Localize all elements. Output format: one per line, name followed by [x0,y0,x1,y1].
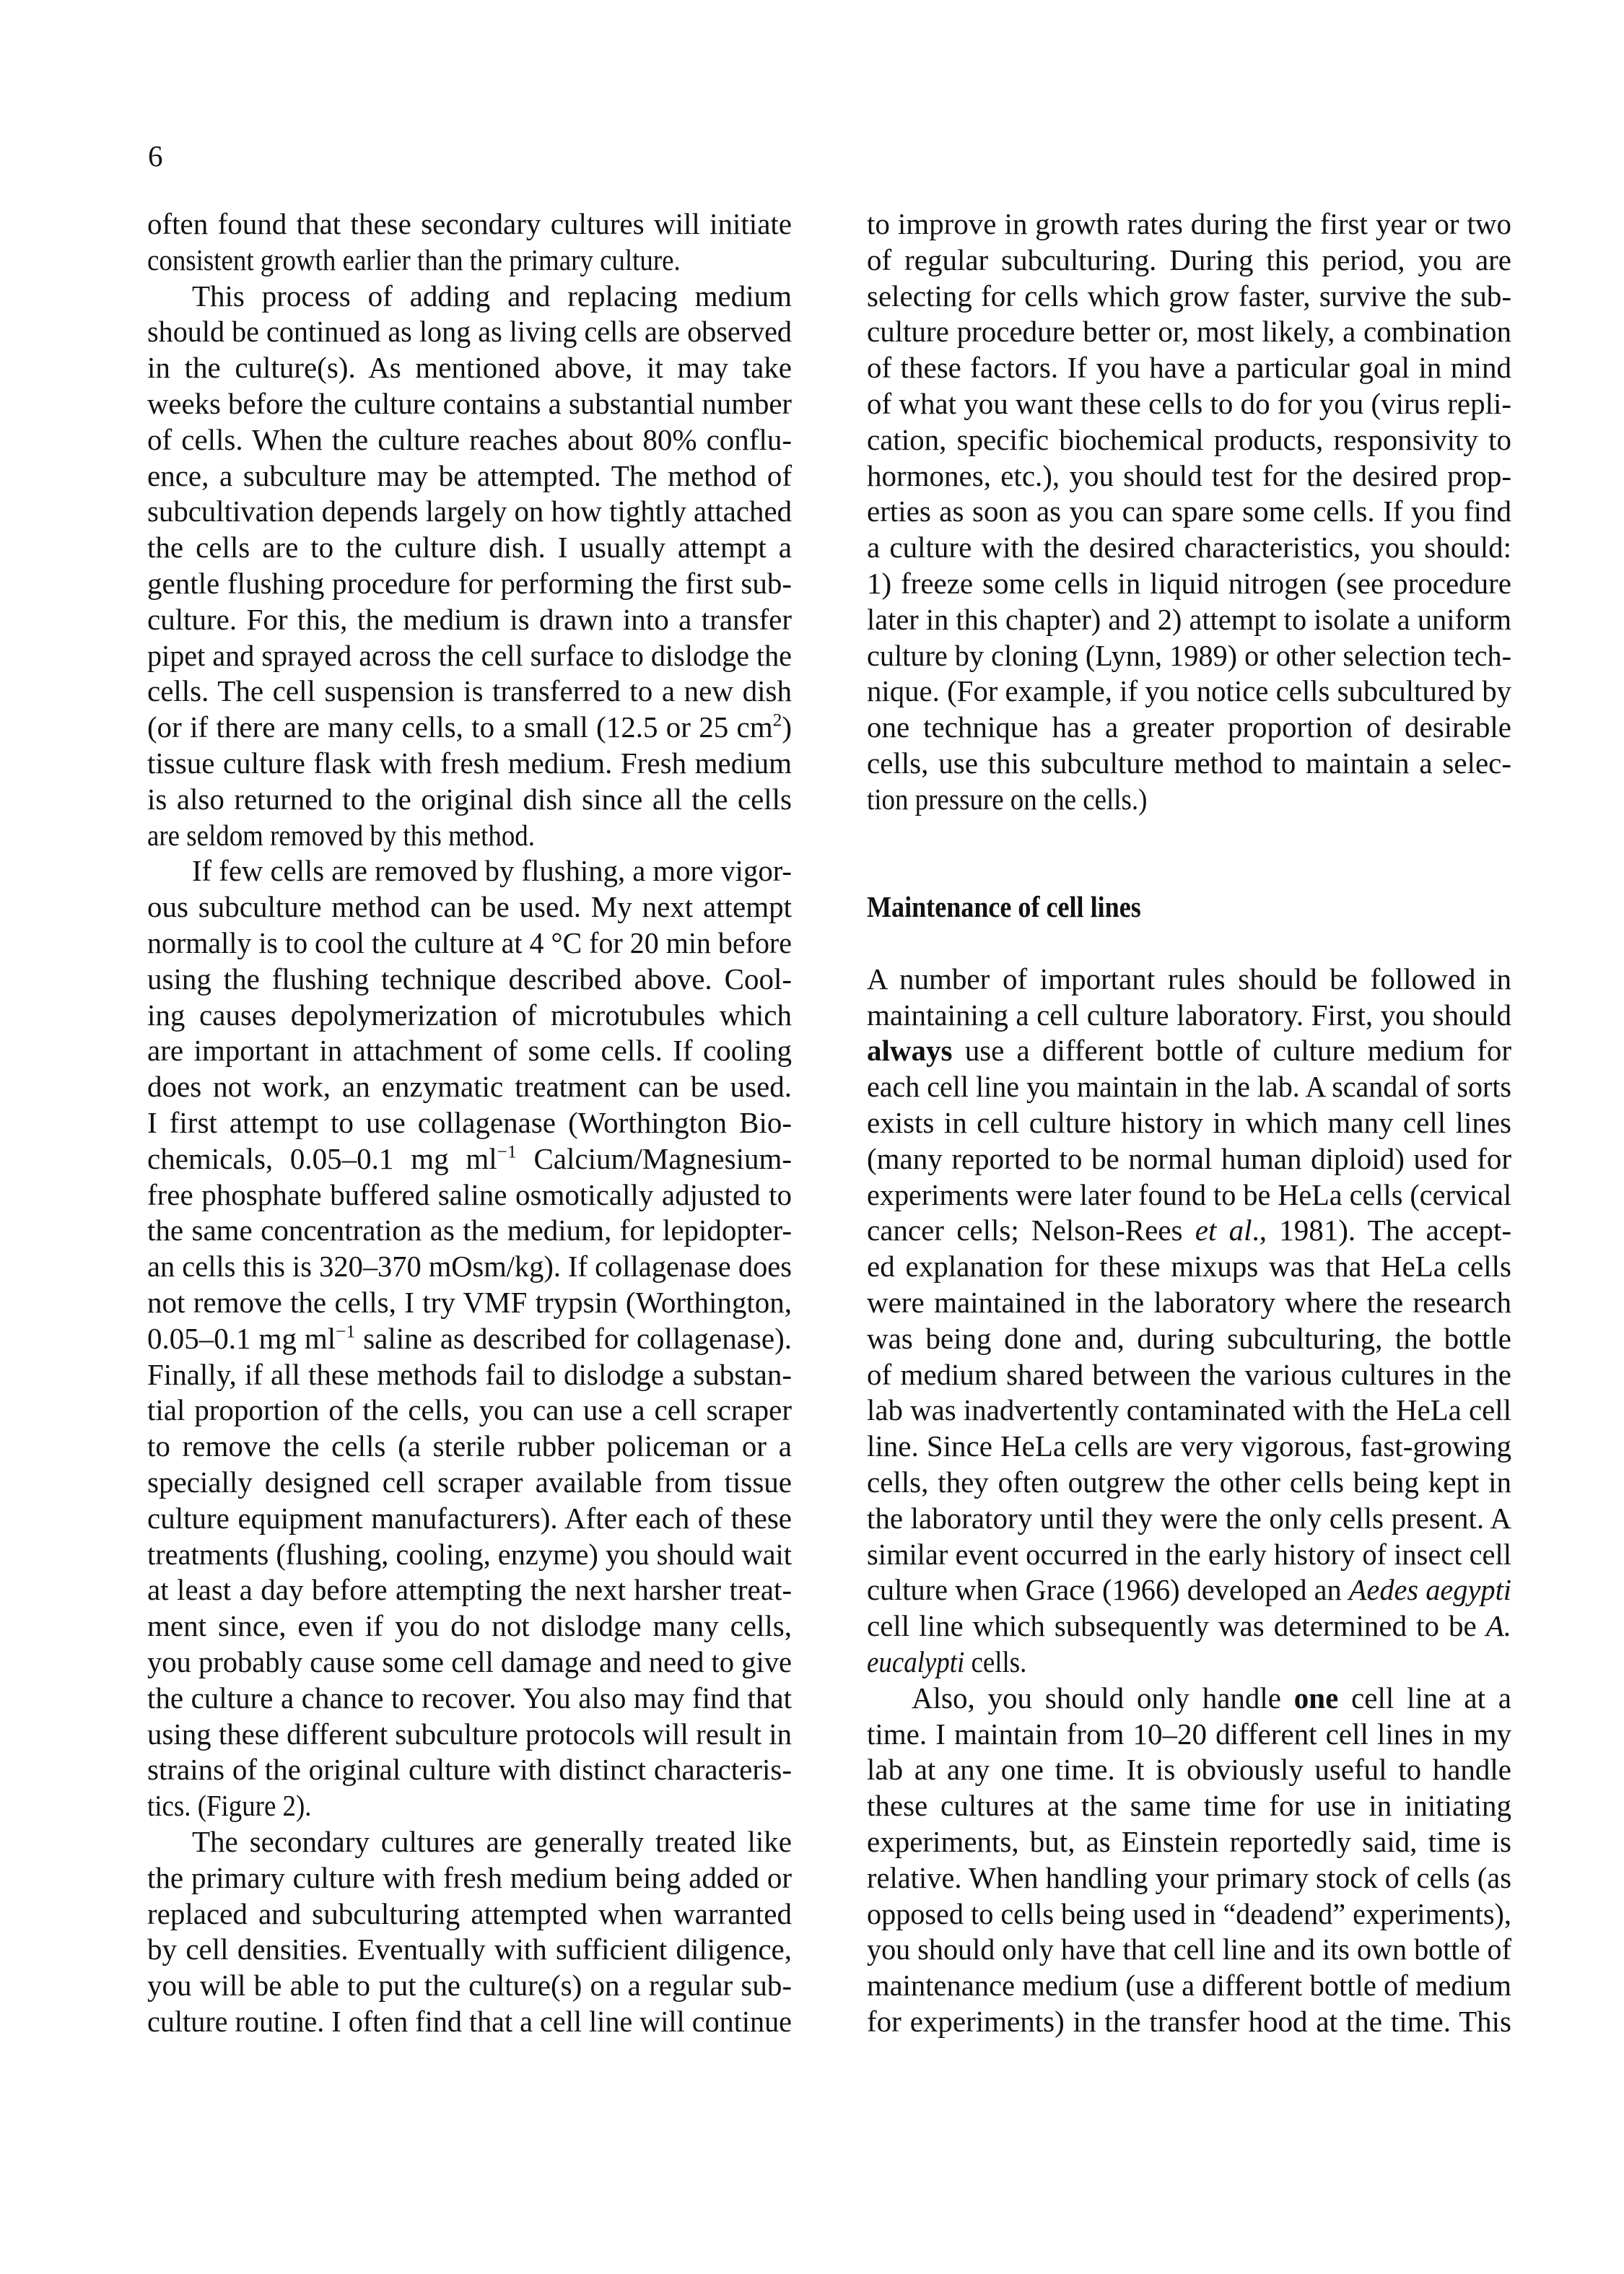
text-run: these cultures at the same time for use in initiating [867,1789,1511,1823]
text-line [867,673,1511,709]
superscript: −1 [497,1141,517,1162]
text-line [867,1428,1511,1464]
text-run: pipet and sprayed across the cell surface to dislodge the [147,638,792,672]
text-line [147,1644,792,1680]
text-run: gentle flushing procedure for performing the first sub- [147,567,792,600]
text-run: in the culture(s). As mentioned above, it may take [147,351,792,385]
text-line [867,313,1511,349]
text-line [867,2003,1511,2039]
text-run: not remove the cells, I try VMF trypsin (Worthington, [147,1286,792,1319]
text-line [867,1105,1511,1141]
bold-text: always [867,1034,953,1068]
text-line [867,709,1511,745]
text-run: the laboratory until they were the only cells present. A [867,1501,1511,1535]
text-line [147,817,792,853]
text-line [147,781,792,817]
text-line [867,493,1511,529]
text-run: were maintained in the laboratory where the research [867,1286,1511,1319]
text-line [147,1680,792,1716]
text-line [867,997,1511,1033]
text-line [867,206,1511,242]
text-line [147,961,792,997]
text-run: free phosphate buffered saline osmotically adjusted to [147,1177,792,1211]
text-run: relative. When handling your primary stock of cells (as [867,1860,1511,1894]
bold-text: one [1293,1681,1339,1715]
text-run: The secondary cultures are generally treated like [192,1825,792,1858]
text-line [147,889,792,925]
text-run: Also, you should only handle [912,1681,1294,1715]
text-run: normally is to cool the culture at 4 °C for 20 min before [147,926,792,959]
text-run: ) [782,710,792,744]
text-run: A number of important rules should be followed in [867,962,1511,996]
text-run: tissue culture flask with fresh medium. Fresh medium [147,746,792,780]
text-line [147,925,792,961]
text-run: ence, a subculture may be attempted. The method of [147,458,792,492]
text-run: maintaining a cell culture laboratory. First, you should [867,998,1511,1032]
text-line [147,853,792,889]
text-line [147,601,792,637]
text-run: often found that these secondary cultures will initiate [147,207,792,240]
text-line [147,242,792,278]
text-line [867,1500,1511,1536]
text-line [867,1032,1511,1068]
text-line [147,1931,792,1967]
text-run: (many reported to be normal human diploid) used for [867,1141,1511,1175]
text-line [147,1320,792,1356]
text-line [147,1716,792,1752]
text-line [147,1608,792,1644]
text-run: consistent growth earlier than the primary culture. [147,243,681,276]
text-line [147,637,792,674]
text-run: a culture with the desired characteristics, you should: [867,531,1511,565]
page-number: 6 [148,139,163,173]
text-line [867,385,1511,422]
text-run: is also returned to the original dish since all the cells [147,782,792,816]
text-line [147,565,792,601]
text-run: later in this chapter) and 2) attempt to isolate a uniform [867,602,1511,636]
text-run: exists in cell culture history in which many cell lines [867,1106,1511,1139]
text-line [867,1320,1511,1356]
text-line [867,1392,1511,1428]
text-line [867,1751,1511,1787]
text-line [147,1248,792,1284]
text-run: Calcium/Magnesium- [516,1141,792,1175]
text-line [867,278,1511,314]
text-line [147,493,792,529]
text-line [867,745,1511,781]
text-run: was being done and, during subculturing, the bottle [867,1321,1511,1355]
text-run: culture procedure better or, most likely, a combination [867,315,1511,349]
text-run: an cells this is 320–370 mOsm/kg). If collagenase does [147,1250,792,1284]
text-line [867,1572,1511,1608]
text-run: ing causes depolymerization of microtubules which [147,998,792,1032]
italic-text: eucalypti [867,1645,965,1678]
text-line [867,1896,1511,1932]
text-run: culture routine. I often find that a cell line will continue [147,2005,792,2038]
text-run: treatments (flushing, cooling, enzyme) you should wait [147,1537,792,1571]
text-run: nique. (For example, if you notice cells subcultured by [867,674,1511,708]
text-line [867,1680,1511,1716]
text-run: should be continued as long as living cells are observed [147,315,792,349]
text-run: cation, specific biochemical products, responsivity to [867,422,1511,456]
superscript: −1 [336,1321,356,1342]
text-line [867,1177,1511,1213]
text-run: lab was inadvertently contaminated with the HeLa cell [867,1393,1511,1427]
text-line [867,1860,1511,1896]
text-run: one technique has a greater proportion of desirable [867,710,1511,744]
text-line [147,1536,792,1572]
text-run: cells. [964,1645,1027,1678]
text-run: weeks before the culture contains a substantial number [147,387,792,420]
text-run: (or if there are many cells, to a small (12.5 or 25 cm [147,710,773,744]
text-line [867,601,1511,637]
text-line [147,1428,792,1464]
text-line [867,242,1511,278]
text-run: you should only have that cell line and its own bottle of [867,1933,1511,1966]
text-run: cells, they often outgrew the other cells being kept in [867,1465,1511,1499]
text-run: culture. For this, the medium is drawn into a transfer [147,602,792,636]
text-line [147,1896,792,1932]
text-run: If few cells are removed by flushing, a more vigor- [192,854,792,888]
text-line [147,1787,792,1824]
text-run: the primary culture with fresh medium being added or [147,1860,792,1894]
text-line [867,458,1511,494]
text-run: This process of adding and replacing medium [192,279,792,313]
text-line [147,1500,792,1536]
text-run: ., 1981). The accept- [1252,1214,1512,1247]
text-run: of medium shared between the various cultures in the [867,1357,1511,1391]
text-line [147,206,792,242]
text-run: subcultivation depends largely on how tightly attached [147,495,792,528]
text-line [147,1392,792,1428]
text-line [147,1967,792,2003]
text-run: of cells. When the culture reaches about 80% conflu- [147,422,792,456]
text-line [147,1464,792,1500]
text-run: saline as described for collagenase). [355,1321,792,1355]
text-line [147,1068,792,1105]
text-run: Finally, if all these methods fail to dislodge a substan- [147,1357,792,1391]
text-line [147,1572,792,1608]
text-line [867,1824,1511,1860]
section-heading-text: Maintenance of cell lines [867,890,1141,924]
text-run: the culture a chance to recover. You also may find that [147,1681,792,1715]
text-run: lab at any one time. It is obviously useful to handle [867,1753,1511,1787]
text-run: ment since, even if you do not dislodge many cells, [147,1609,792,1643]
text-run: using the flushing technique described above. Cool- [147,962,792,996]
text-run: at least a day before attempting the next harsher treat- [147,1573,792,1607]
text-run: of regular subculturing. During this period, you are [867,243,1511,276]
text-line [867,529,1511,565]
text-line [147,1105,792,1141]
text-run: to improve in growth rates during the first year or two [867,207,1511,240]
text-run: culture when Grace (1966) developed an [867,1573,1349,1607]
text-line [147,1177,792,1213]
text-line [147,1212,792,1248]
text-line [147,1284,792,1320]
text-line [147,313,792,349]
italic-text: et al [1195,1214,1252,1247]
text-run: replaced and subculturing attempted when warranted [147,1896,792,1930]
text-line [867,1141,1511,1177]
text-run: the cells are to the culture dish. I usually attempt a [147,531,792,565]
text-run: strains of the original culture with distinct characteris- [147,1753,792,1787]
text-run: the same concentration as the medium, for lepidopter- [147,1214,792,1247]
text-line [867,1644,1511,1680]
text-run: does not work, an enzymatic treatment can be used. [147,1070,792,1104]
text-run: culture by cloning (Lynn, 1989) or other selection tech- [867,638,1511,672]
text-run: tial proportion of the cells, you can use a cell scraper [147,1393,792,1427]
text-line [147,1824,792,1860]
text-run: for experiments) in the transfer hood at the time. This [867,2005,1511,2038]
text-run: to remove the cells (a sterile rubber policeman or a [147,1429,792,1463]
text-run: use a different bottle of culture medium for [952,1034,1511,1068]
text-line [867,1787,1511,1824]
text-run: I first attempt to use collagenase (Worthington Bio- [147,1106,792,1139]
text-run: cells, use this subculture method to maintain a selec- [867,746,1511,780]
text-line [867,1967,1511,2003]
text-run: ed explanation for these mixups was that HeLa cells [867,1250,1511,1284]
text-line [147,997,792,1033]
text-line [147,2003,792,2039]
text-line [867,1536,1511,1572]
text-run: 1) freeze some cells in liquid nitrogen (see procedure [867,567,1511,600]
text-line [147,529,792,565]
text-run: tics. (Figure 2). [147,1789,312,1823]
text-line [867,1608,1511,1644]
text-run: cancer cells; Nelson-Rees [867,1214,1195,1247]
text-line [147,1860,792,1896]
text-line [867,1716,1511,1752]
text-line [867,1931,1511,1967]
text-line [867,565,1511,601]
text-run: by cell densities. Eventually with sufficient diligence, [147,1933,792,1966]
text-run: specially designed cell scraper available from tissue [147,1465,792,1499]
text-line [867,1464,1511,1500]
text-run: are important in attachment of some cells. If cooling [147,1034,792,1068]
text-run: using these different subculture protocols will result in [147,1717,792,1751]
text-line [867,1284,1511,1320]
text-line [867,422,1511,458]
text-line [147,422,792,458]
text-line [147,1032,792,1068]
text-run: experiments, but, as Einstein reportedly said, time is [867,1825,1511,1858]
text-line [867,1212,1511,1248]
text-line [867,637,1511,674]
text-run: similar event occurred in the early history of insect cell [867,1537,1511,1571]
italic-text: A. [1485,1609,1511,1643]
text-run: maintenance medium (use a different bottle of medium [867,1969,1511,2003]
text-line [147,1356,792,1393]
text-run: tion pressure on the cells.) [867,782,1148,816]
text-run: chemicals, 0.05–0.1 mg ml [147,1141,497,1175]
text-run: line. Since HeLa cells are very vigorous, fast-growing [867,1429,1511,1463]
text-line [147,1751,792,1787]
text-line [147,745,792,781]
text-run: experiments were later found to be HeLa cells (cervical [867,1177,1511,1211]
text-run: are seldom removed by this method. [147,818,535,852]
text-run: you probably cause some cell damage and need to give [147,1645,792,1678]
text-line [867,1068,1511,1105]
text-run: of what you want these cells to do for you (virus repli- [867,387,1511,420]
text-run: each cell line you maintain in the lab. A scandal of sorts [867,1070,1511,1104]
superscript: 2 [772,710,782,731]
text-run: you will be able to put the culture(s) on a regular sub- [147,1969,792,2003]
text-line [147,278,792,314]
text-run: opposed to cells being used in “deadend” experiments), [867,1896,1511,1930]
text-run: of these factors. If you have a particular goal in mind [867,351,1511,385]
text-run: ous subculture method can be used. My next attempt [147,890,792,924]
text-line [147,385,792,422]
text-run: cell line which subsequently was determined to be [867,1609,1486,1643]
text-line [867,961,1511,997]
italic-text: Aedes aegypti [1348,1573,1511,1607]
text-run: cells. The cell suspension is transferred to a new dish [147,674,792,708]
text-run: culture equipment manufacturers). After each of these [147,1501,792,1535]
text-run: selecting for cells which grow faster, survive the sub- [867,279,1511,313]
text-run: time. I maintain from 10–20 different cell lines in my [867,1717,1511,1751]
text-run: 0.05–0.1 mg ml [147,1321,336,1355]
text-line [867,1248,1511,1284]
text-line [867,781,1511,817]
text-line [147,349,792,385]
text-run: hormones, etc.), you should test for the desired prop- [867,458,1511,492]
text-line [867,349,1511,385]
text-line [147,709,792,745]
text-line [147,458,792,494]
section-heading [867,889,1179,925]
text-run: cell line at a [1338,1681,1511,1715]
text-line [867,1356,1511,1393]
text-line [147,673,792,709]
text-line [147,1141,792,1177]
text-run: erties as soon as you can spare some cells. If you find [867,495,1511,528]
